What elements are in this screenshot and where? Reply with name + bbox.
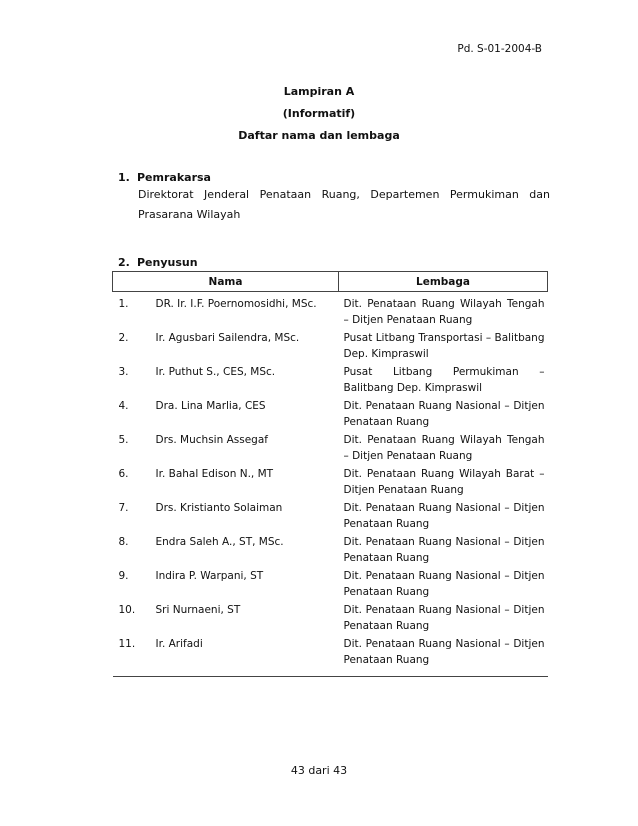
row-name: Endra Saleh A., ST, MSc. [155, 536, 284, 548]
row-number: 6. [118, 468, 129, 480]
row-institution: Dit. Penataan Ruang Nasional – Ditjen Penataan Ruang [339, 636, 548, 677]
table-row [113, 500, 548, 534]
document-code: Pd. S-01-2004-B [457, 43, 542, 55]
row-number: 10. [118, 604, 136, 616]
appendix-type: (Informatif) [282, 107, 356, 120]
row-name: Ir. Bahal Edison N., MT [155, 468, 274, 480]
table-row [113, 398, 548, 432]
header-lembaga: Lembaga [339, 272, 548, 292]
authors-table [112, 271, 548, 677]
row-name: Dra. Lina Marlia, CES [155, 400, 266, 412]
appendix-heading: Daftar nama dan lembaga [238, 129, 400, 142]
table-row [113, 568, 548, 602]
row-institution: Dit. Penataan Ruang Nasional – Ditjen Penataan Ruang [343, 502, 545, 530]
table-row [113, 292, 548, 331]
row-institution: Dit. Penataan Ruang Wilayah Tengah – Ditjen Penataan Ruang [343, 434, 545, 462]
row-institution: Dit. Penataan Ruang Nasional – Ditjen Penataan Ruang [343, 536, 545, 564]
row-name: Sri Nurnaeni, ST [155, 604, 241, 616]
row-institution: Dit. Penataan Ruang Nasional – Ditjen Penataan Ruang [343, 400, 545, 428]
appendix-title: Lampiran A [283, 85, 355, 98]
table-row [113, 364, 548, 398]
row-name: Ir. Puthut S., CES, MSc. [155, 366, 276, 378]
row-institution: Dit. Penataan Ruang Nasional – Ditjen Penataan Ruang [343, 604, 545, 632]
section-1-heading [118, 171, 211, 184]
row-number: 5. [118, 434, 129, 446]
table-row [113, 330, 548, 364]
page-number: 43 dari 43 [290, 764, 348, 777]
row-institution: Pusat Litbang Transportasi – Balitbang Dep. Kimpraswil [343, 332, 545, 360]
section-2-heading [118, 256, 198, 269]
header-nama: Nama [113, 272, 339, 292]
row-number: 7. [118, 502, 129, 514]
table-row [113, 636, 548, 677]
table-row [113, 602, 548, 636]
row-number: 4. [118, 400, 129, 412]
row-number: 11. [113, 636, 152, 677]
row-number: 3. [118, 366, 129, 378]
row-name: Drs. Kristianto Solaiman [155, 502, 283, 514]
table-row [113, 432, 548, 466]
table-header-row [113, 272, 548, 292]
row-name: Indira P. Warpani, ST [155, 570, 264, 582]
section-1-number: 1. [118, 171, 130, 184]
row-institution: Dit. Penataan Ruang Wilayah Tengah – Ditjen Penataan Ruang [343, 298, 545, 326]
row-institution: Pusat Litbang Permukiman – Balitbang Dep. Kimpraswil [343, 366, 545, 394]
section-2-number: 2. [118, 256, 130, 269]
row-number: 1. [118, 298, 129, 310]
row-name: Drs. Muchsin Assegaf [155, 434, 268, 446]
row-name: DR. Ir. I.F. Poernomosidhi, MSc. [155, 298, 317, 310]
row-number: 2. [118, 332, 129, 344]
section-2-title: Penyusun [137, 256, 198, 269]
table-row [113, 466, 548, 500]
section-1-title: Pemrakarsa [137, 171, 211, 184]
row-institution: Dit. Penataan Ruang Wilayah Barat – Ditjen Penataan Ruang [343, 468, 545, 496]
row-name: Ir. Agusbari Sailendra, MSc. [155, 332, 300, 344]
row-institution: Dit. Penataan Ruang Nasional – Ditjen Penataan Ruang [343, 570, 545, 598]
row-name: Ir. Arifadi [152, 636, 339, 677]
row-number: 8. [118, 536, 129, 548]
section-1-text: Direktorat Jenderal Penataan Ruang, Departemen Permukiman dan Prasarana Wilayah [138, 188, 550, 221]
row-number: 9. [118, 570, 129, 582]
table-row [113, 534, 548, 568]
